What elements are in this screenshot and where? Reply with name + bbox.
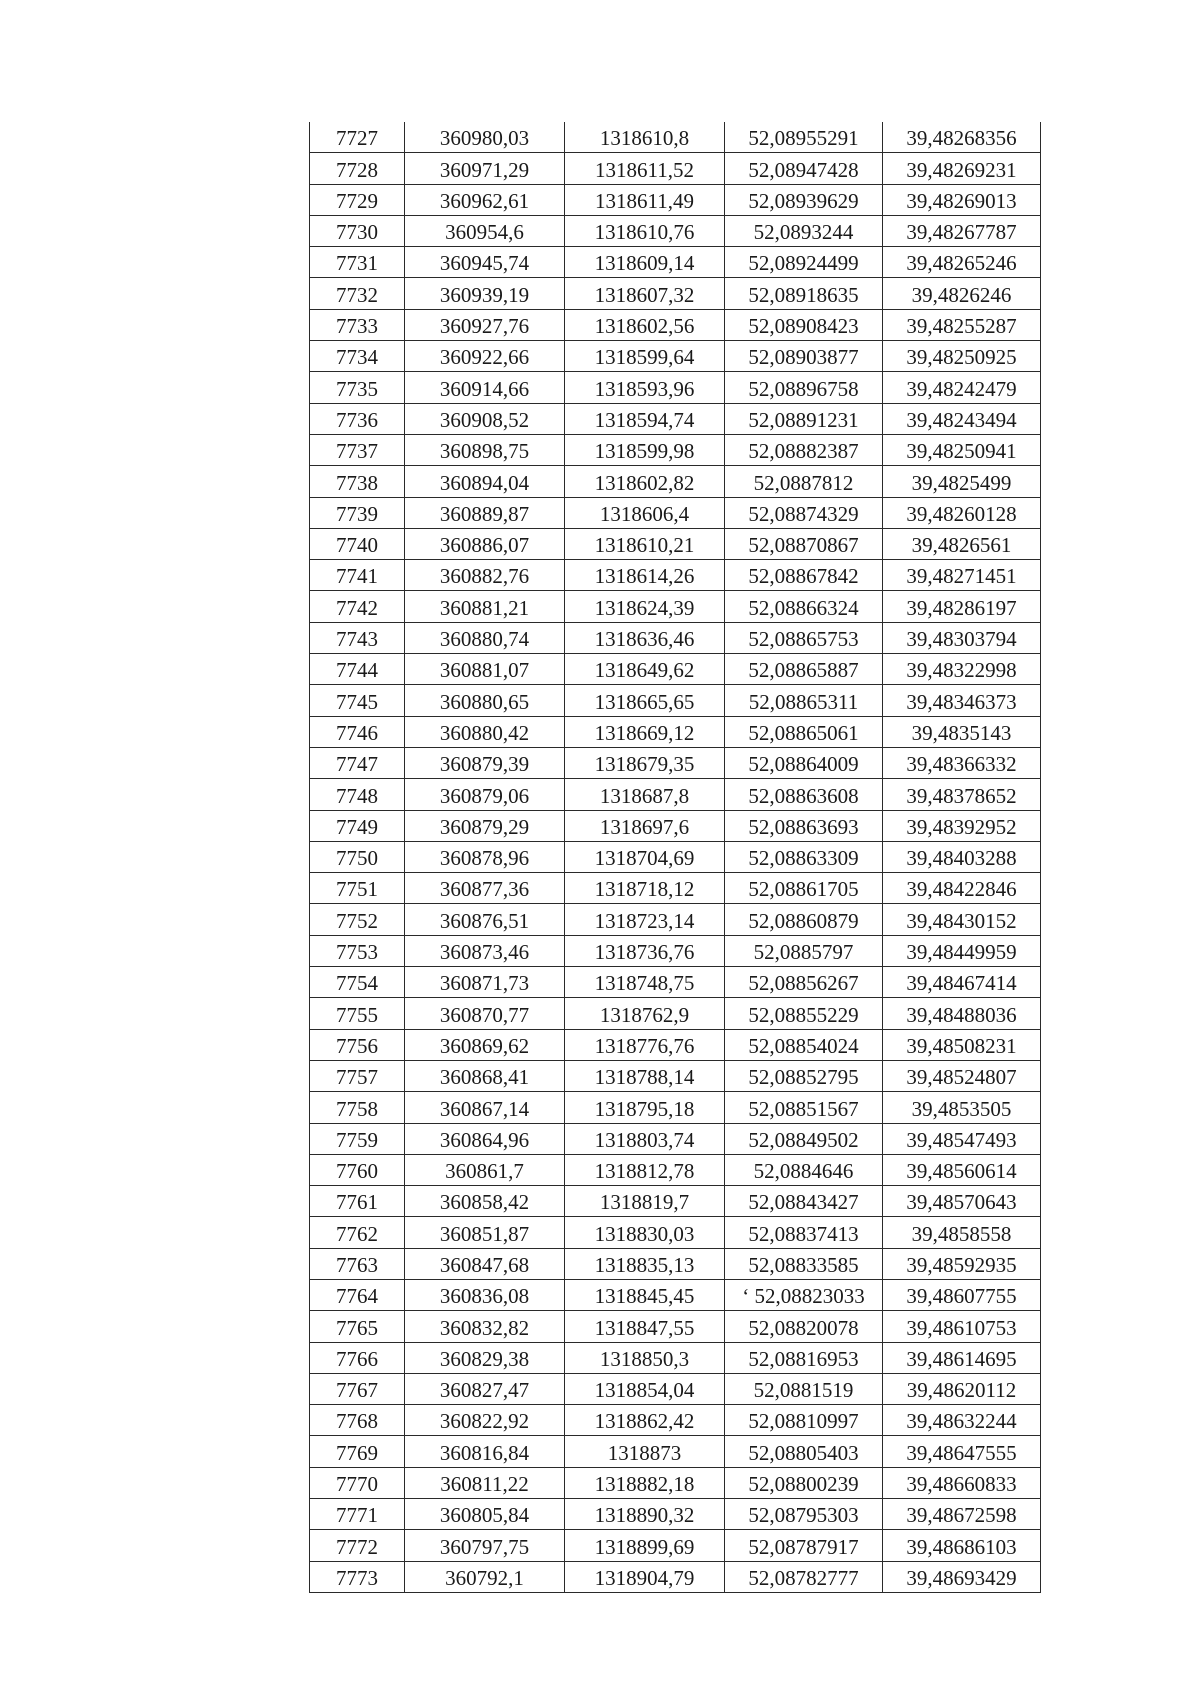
x-coordinate-cell: 360880,42: [405, 716, 565, 747]
longitude-cell: 39,48260128: [883, 497, 1041, 528]
point-number-cell: 7744: [310, 654, 405, 685]
x-coordinate-cell: 360792,1: [405, 1561, 565, 1592]
latitude-cell: 52,08918635: [725, 278, 883, 309]
longitude-cell: 39,48366332: [883, 747, 1041, 778]
y-coordinate-cell: 1318736,76: [565, 935, 725, 966]
point-number-cell: 7743: [310, 622, 405, 653]
table-row: [310, 122, 1041, 153]
latitude-cell: 52,08800239: [725, 1467, 883, 1498]
latitude-cell: 52,08782777: [725, 1561, 883, 1592]
table-row: [310, 873, 1041, 904]
latitude-cell: 52,08816953: [725, 1342, 883, 1373]
table-row: [310, 747, 1041, 778]
y-coordinate-cell: 1318614,26: [565, 560, 725, 591]
x-coordinate-cell: 360868,41: [405, 1060, 565, 1091]
x-coordinate-cell: 360829,38: [405, 1342, 565, 1373]
point-number-cell: 7770: [310, 1467, 405, 1498]
y-coordinate-cell: 1318904,79: [565, 1561, 725, 1592]
table-row: [310, 841, 1041, 872]
coordinates-table: [309, 122, 1041, 1593]
table-row: [310, 1154, 1041, 1185]
x-coordinate-cell: 360889,87: [405, 497, 565, 528]
x-coordinate-cell: 360873,46: [405, 935, 565, 966]
table-row: [310, 1029, 1041, 1060]
longitude-cell: 39,48242479: [883, 372, 1041, 403]
point-number-cell: 7771: [310, 1499, 405, 1530]
latitude-cell: 52,08837413: [725, 1217, 883, 1248]
x-coordinate-cell: 360880,65: [405, 685, 565, 716]
y-coordinate-cell: 1318847,55: [565, 1311, 725, 1342]
point-number-cell: 7739: [310, 497, 405, 528]
latitude-cell: 52,08863608: [725, 779, 883, 810]
point-number-cell: 7740: [310, 528, 405, 559]
longitude-cell: 39,48271451: [883, 560, 1041, 591]
latitude-cell: 52,08874329: [725, 497, 883, 528]
table-row: [310, 341, 1041, 372]
point-number-cell: 7753: [310, 935, 405, 966]
point-number-cell: 7767: [310, 1373, 405, 1404]
latitude-cell: 52,08851567: [725, 1092, 883, 1123]
x-coordinate-cell: 360879,39: [405, 747, 565, 778]
latitude-cell: 52,0885797: [725, 935, 883, 966]
x-coordinate-cell: 360847,68: [405, 1248, 565, 1279]
table-row: [310, 466, 1041, 497]
y-coordinate-cell: 1318718,12: [565, 873, 725, 904]
longitude-cell: 39,48467414: [883, 967, 1041, 998]
table-row: [310, 1279, 1041, 1310]
point-number-cell: 7750: [310, 841, 405, 872]
point-number-cell: 7728: [310, 153, 405, 184]
longitude-cell: 39,48392952: [883, 810, 1041, 841]
latitude-cell: 52,08947428: [725, 153, 883, 184]
longitude-cell: 39,48267787: [883, 215, 1041, 246]
latitude-cell: 52,08855229: [725, 998, 883, 1029]
longitude-cell: 39,48268356: [883, 122, 1041, 153]
longitude-cell: 39,48547493: [883, 1123, 1041, 1154]
table-row: [310, 1561, 1041, 1592]
y-coordinate-cell: 1318611,52: [565, 153, 725, 184]
longitude-cell: 39,48265246: [883, 247, 1041, 278]
latitude-cell: ‘ 52,08823033: [725, 1279, 883, 1310]
table-row: [310, 1436, 1041, 1467]
point-number-cell: 7762: [310, 1217, 405, 1248]
x-coordinate-cell: 360879,06: [405, 779, 565, 810]
latitude-cell: 52,08795303: [725, 1499, 883, 1530]
longitude-cell: 39,48488036: [883, 998, 1041, 1029]
table-row: [310, 622, 1041, 653]
longitude-cell: 39,48560614: [883, 1154, 1041, 1185]
latitude-cell: 52,08810997: [725, 1405, 883, 1436]
point-number-cell: 7738: [310, 466, 405, 497]
longitude-cell: 39,48449959: [883, 935, 1041, 966]
point-number-cell: 7727: [310, 122, 405, 153]
table-row: [310, 184, 1041, 215]
y-coordinate-cell: 1318776,76: [565, 1029, 725, 1060]
table-row: [310, 716, 1041, 747]
x-coordinate-cell: 360939,19: [405, 278, 565, 309]
longitude-cell: 39,48508231: [883, 1029, 1041, 1060]
table-row: [310, 215, 1041, 246]
point-number-cell: 7742: [310, 591, 405, 622]
longitude-cell: 39,48620112: [883, 1373, 1041, 1404]
y-coordinate-cell: 1318649,62: [565, 654, 725, 685]
point-number-cell: 7755: [310, 998, 405, 1029]
y-coordinate-cell: 1318593,96: [565, 372, 725, 403]
latitude-cell: 52,08863309: [725, 841, 883, 872]
latitude-cell: 52,08867842: [725, 560, 883, 591]
longitude-cell: 39,48686103: [883, 1530, 1041, 1561]
x-coordinate-cell: 360882,76: [405, 560, 565, 591]
x-coordinate-cell: 360945,74: [405, 247, 565, 278]
y-coordinate-cell: 1318602,56: [565, 309, 725, 340]
point-number-cell: 7735: [310, 372, 405, 403]
table-row: [310, 654, 1041, 685]
table-row: [310, 153, 1041, 184]
latitude-cell: 52,08891231: [725, 403, 883, 434]
latitude-cell: 52,08852795: [725, 1060, 883, 1091]
point-number-cell: 7737: [310, 434, 405, 465]
table-row: [310, 1060, 1041, 1091]
latitude-cell: 52,08865311: [725, 685, 883, 716]
longitude-cell: 39,48403288: [883, 841, 1041, 872]
longitude-cell: 39,48250941: [883, 434, 1041, 465]
y-coordinate-cell: 1318850,3: [565, 1342, 725, 1373]
y-coordinate-cell: 1318687,8: [565, 779, 725, 810]
point-number-cell: 7734: [310, 341, 405, 372]
table-row: [310, 1530, 1041, 1561]
latitude-cell: 52,08865753: [725, 622, 883, 653]
x-coordinate-cell: 360914,66: [405, 372, 565, 403]
y-coordinate-cell: 1318610,8: [565, 122, 725, 153]
table-row: [310, 1342, 1041, 1373]
longitude-cell: 39,48250925: [883, 341, 1041, 372]
y-coordinate-cell: 1318697,6: [565, 810, 725, 841]
x-coordinate-cell: 360880,74: [405, 622, 565, 653]
table-row: [310, 1499, 1041, 1530]
latitude-cell: 52,0881519: [725, 1373, 883, 1404]
y-coordinate-cell: 1318882,18: [565, 1467, 725, 1498]
point-number-cell: 7749: [310, 810, 405, 841]
point-number-cell: 7773: [310, 1561, 405, 1592]
point-number-cell: 7763: [310, 1248, 405, 1279]
x-coordinate-cell: 360816,84: [405, 1436, 565, 1467]
x-coordinate-cell: 360971,29: [405, 153, 565, 184]
y-coordinate-cell: 1318594,74: [565, 403, 725, 434]
latitude-cell: 52,08856267: [725, 967, 883, 998]
point-number-cell: 7759: [310, 1123, 405, 1154]
point-number-cell: 7761: [310, 1186, 405, 1217]
longitude-cell: 39,4853505: [883, 1092, 1041, 1123]
longitude-cell: 39,48422846: [883, 873, 1041, 904]
latitude-cell: 52,08865061: [725, 716, 883, 747]
longitude-cell: 39,4858558: [883, 1217, 1041, 1248]
x-coordinate-cell: 360879,29: [405, 810, 565, 841]
point-number-cell: 7747: [310, 747, 405, 778]
x-coordinate-cell: 360858,42: [405, 1186, 565, 1217]
latitude-cell: 52,08866324: [725, 591, 883, 622]
y-coordinate-cell: 1318610,76: [565, 215, 725, 246]
y-coordinate-cell: 1318704,69: [565, 841, 725, 872]
x-coordinate-cell: 360822,92: [405, 1405, 565, 1436]
table-row: [310, 278, 1041, 309]
point-number-cell: 7765: [310, 1311, 405, 1342]
x-coordinate-cell: 360922,66: [405, 341, 565, 372]
y-coordinate-cell: 1318762,9: [565, 998, 725, 1029]
latitude-cell: 52,08787917: [725, 1530, 883, 1561]
point-number-cell: 7736: [310, 403, 405, 434]
longitude-cell: 39,48614695: [883, 1342, 1041, 1373]
latitude-cell: 52,08864009: [725, 747, 883, 778]
point-number-cell: 7733: [310, 309, 405, 340]
longitude-cell: 39,48660833: [883, 1467, 1041, 1498]
x-coordinate-cell: 360980,03: [405, 122, 565, 153]
longitude-cell: 39,48632244: [883, 1405, 1041, 1436]
y-coordinate-cell: 1318607,32: [565, 278, 725, 309]
longitude-cell: 39,48322998: [883, 654, 1041, 685]
x-coordinate-cell: 360954,6: [405, 215, 565, 246]
longitude-cell: 39,48524807: [883, 1060, 1041, 1091]
y-coordinate-cell: 1318873: [565, 1436, 725, 1467]
y-coordinate-cell: 1318890,32: [565, 1499, 725, 1530]
x-coordinate-cell: 360908,52: [405, 403, 565, 434]
y-coordinate-cell: 1318611,49: [565, 184, 725, 215]
latitude-cell: 52,08903877: [725, 341, 883, 372]
table-row: [310, 1217, 1041, 1248]
latitude-cell: 52,08849502: [725, 1123, 883, 1154]
table-row: [310, 967, 1041, 998]
x-coordinate-cell: 360827,47: [405, 1373, 565, 1404]
y-coordinate-cell: 1318665,65: [565, 685, 725, 716]
latitude-cell: 52,08896758: [725, 372, 883, 403]
x-coordinate-cell: 360867,14: [405, 1092, 565, 1123]
point-number-cell: 7760: [310, 1154, 405, 1185]
longitude-cell: 39,48430152: [883, 904, 1041, 935]
x-coordinate-cell: 360894,04: [405, 466, 565, 497]
point-number-cell: 7764: [310, 1279, 405, 1310]
point-number-cell: 7729: [310, 184, 405, 215]
y-coordinate-cell: 1318899,69: [565, 1530, 725, 1561]
y-coordinate-cell: 1318602,82: [565, 466, 725, 497]
latitude-cell: 52,08843427: [725, 1186, 883, 1217]
table-row: [310, 309, 1041, 340]
x-coordinate-cell: 360864,96: [405, 1123, 565, 1154]
x-coordinate-cell: 360876,51: [405, 904, 565, 935]
longitude-cell: 39,48255287: [883, 309, 1041, 340]
longitude-cell: 39,48269013: [883, 184, 1041, 215]
y-coordinate-cell: 1318862,42: [565, 1405, 725, 1436]
point-number-cell: 7757: [310, 1060, 405, 1091]
y-coordinate-cell: 1318748,75: [565, 967, 725, 998]
table-row: [310, 528, 1041, 559]
table-row: [310, 560, 1041, 591]
latitude-cell: 52,08924499: [725, 247, 883, 278]
point-number-cell: 7751: [310, 873, 405, 904]
latitude-cell: 52,08955291: [725, 122, 883, 153]
y-coordinate-cell: 1318819,7: [565, 1186, 725, 1217]
y-coordinate-cell: 1318723,14: [565, 904, 725, 935]
y-coordinate-cell: 1318803,74: [565, 1123, 725, 1154]
latitude-cell: 52,0884646: [725, 1154, 883, 1185]
table-row: [310, 497, 1041, 528]
point-number-cell: 7769: [310, 1436, 405, 1467]
table-row: [310, 403, 1041, 434]
y-coordinate-cell: 1318599,98: [565, 434, 725, 465]
table-row: [310, 1467, 1041, 1498]
latitude-cell: 52,08863693: [725, 810, 883, 841]
longitude-cell: 39,48592935: [883, 1248, 1041, 1279]
x-coordinate-cell: 360869,62: [405, 1029, 565, 1060]
x-coordinate-cell: 360881,21: [405, 591, 565, 622]
x-coordinate-cell: 360832,82: [405, 1311, 565, 1342]
table-row: [310, 247, 1041, 278]
longitude-cell: 39,48346373: [883, 685, 1041, 716]
table-row: [310, 1373, 1041, 1404]
y-coordinate-cell: 1318679,35: [565, 747, 725, 778]
x-coordinate-cell: 360877,36: [405, 873, 565, 904]
y-coordinate-cell: 1318788,14: [565, 1060, 725, 1091]
table-row: [310, 998, 1041, 1029]
x-coordinate-cell: 360836,08: [405, 1279, 565, 1310]
table-row: [310, 1123, 1041, 1154]
x-coordinate-cell: 360811,22: [405, 1467, 565, 1498]
longitude-cell: 39,48610753: [883, 1311, 1041, 1342]
table-row: [310, 1186, 1041, 1217]
table-row: [310, 810, 1041, 841]
point-number-cell: 7754: [310, 967, 405, 998]
longitude-cell: 39,4826246: [883, 278, 1041, 309]
table-row: [310, 1405, 1041, 1436]
longitude-cell: 39,4835143: [883, 716, 1041, 747]
x-coordinate-cell: 360927,76: [405, 309, 565, 340]
point-number-cell: 7745: [310, 685, 405, 716]
latitude-cell: 52,08908423: [725, 309, 883, 340]
latitude-cell: 52,0887812: [725, 466, 883, 497]
x-coordinate-cell: 360851,87: [405, 1217, 565, 1248]
y-coordinate-cell: 1318606,4: [565, 497, 725, 528]
longitude-cell: 39,48570643: [883, 1186, 1041, 1217]
longitude-cell: 39,48607755: [883, 1279, 1041, 1310]
point-number-cell: 7772: [310, 1530, 405, 1561]
y-coordinate-cell: 1318599,64: [565, 341, 725, 372]
point-number-cell: 7732: [310, 278, 405, 309]
y-coordinate-cell: 1318812,78: [565, 1154, 725, 1185]
longitude-cell: 39,48378652: [883, 779, 1041, 810]
coordinates-table-body: [310, 122, 1041, 1592]
y-coordinate-cell: 1318845,45: [565, 1279, 725, 1310]
x-coordinate-cell: 360898,75: [405, 434, 565, 465]
y-coordinate-cell: 1318854,04: [565, 1373, 725, 1404]
table-row: [310, 904, 1041, 935]
latitude-cell: 52,08805403: [725, 1436, 883, 1467]
point-number-cell: 7768: [310, 1405, 405, 1436]
latitude-cell: 52,08833585: [725, 1248, 883, 1279]
point-number-cell: 7752: [310, 904, 405, 935]
y-coordinate-cell: 1318830,03: [565, 1217, 725, 1248]
longitude-cell: 39,48693429: [883, 1561, 1041, 1592]
point-number-cell: 7730: [310, 215, 405, 246]
point-number-cell: 7758: [310, 1092, 405, 1123]
table-row: [310, 685, 1041, 716]
point-number-cell: 7731: [310, 247, 405, 278]
x-coordinate-cell: 360881,07: [405, 654, 565, 685]
x-coordinate-cell: 360962,61: [405, 184, 565, 215]
table-row: [310, 372, 1041, 403]
table-row: [310, 1092, 1041, 1123]
longitude-cell: 39,48672598: [883, 1499, 1041, 1530]
longitude-cell: 39,48286197: [883, 591, 1041, 622]
latitude-cell: 52,0893244: [725, 215, 883, 246]
table-row: [310, 591, 1041, 622]
longitude-cell: 39,48243494: [883, 403, 1041, 434]
longitude-cell: 39,48269231: [883, 153, 1041, 184]
table-row: [310, 1311, 1041, 1342]
y-coordinate-cell: 1318669,12: [565, 716, 725, 747]
point-number-cell: 7746: [310, 716, 405, 747]
point-number-cell: 7748: [310, 779, 405, 810]
latitude-cell: 52,08861705: [725, 873, 883, 904]
y-coordinate-cell: 1318795,18: [565, 1092, 725, 1123]
latitude-cell: 52,08939629: [725, 184, 883, 215]
point-number-cell: 7741: [310, 560, 405, 591]
latitude-cell: 52,08854024: [725, 1029, 883, 1060]
x-coordinate-cell: 360805,84: [405, 1499, 565, 1530]
y-coordinate-cell: 1318624,39: [565, 591, 725, 622]
latitude-cell: 52,08820078: [725, 1311, 883, 1342]
table-row: [310, 935, 1041, 966]
x-coordinate-cell: 360870,77: [405, 998, 565, 1029]
latitude-cell: 52,08860879: [725, 904, 883, 935]
x-coordinate-cell: 360797,75: [405, 1530, 565, 1561]
y-coordinate-cell: 1318610,21: [565, 528, 725, 559]
x-coordinate-cell: 360871,73: [405, 967, 565, 998]
latitude-cell: 52,08870867: [725, 528, 883, 559]
longitude-cell: 39,48303794: [883, 622, 1041, 653]
y-coordinate-cell: 1318835,13: [565, 1248, 725, 1279]
x-coordinate-cell: 360861,7: [405, 1154, 565, 1185]
longitude-cell: 39,48647555: [883, 1436, 1041, 1467]
point-number-cell: 7766: [310, 1342, 405, 1373]
x-coordinate-cell: 360878,96: [405, 841, 565, 872]
table-row: [310, 1248, 1041, 1279]
latitude-cell: 52,08882387: [725, 434, 883, 465]
y-coordinate-cell: 1318609,14: [565, 247, 725, 278]
table-row: [310, 779, 1041, 810]
x-coordinate-cell: 360886,07: [405, 528, 565, 559]
y-coordinate-cell: 1318636,46: [565, 622, 725, 653]
longitude-cell: 39,4826561: [883, 528, 1041, 559]
table-row: [310, 434, 1041, 465]
point-number-cell: 7756: [310, 1029, 405, 1060]
latitude-cell: 52,08865887: [725, 654, 883, 685]
longitude-cell: 39,4825499: [883, 466, 1041, 497]
